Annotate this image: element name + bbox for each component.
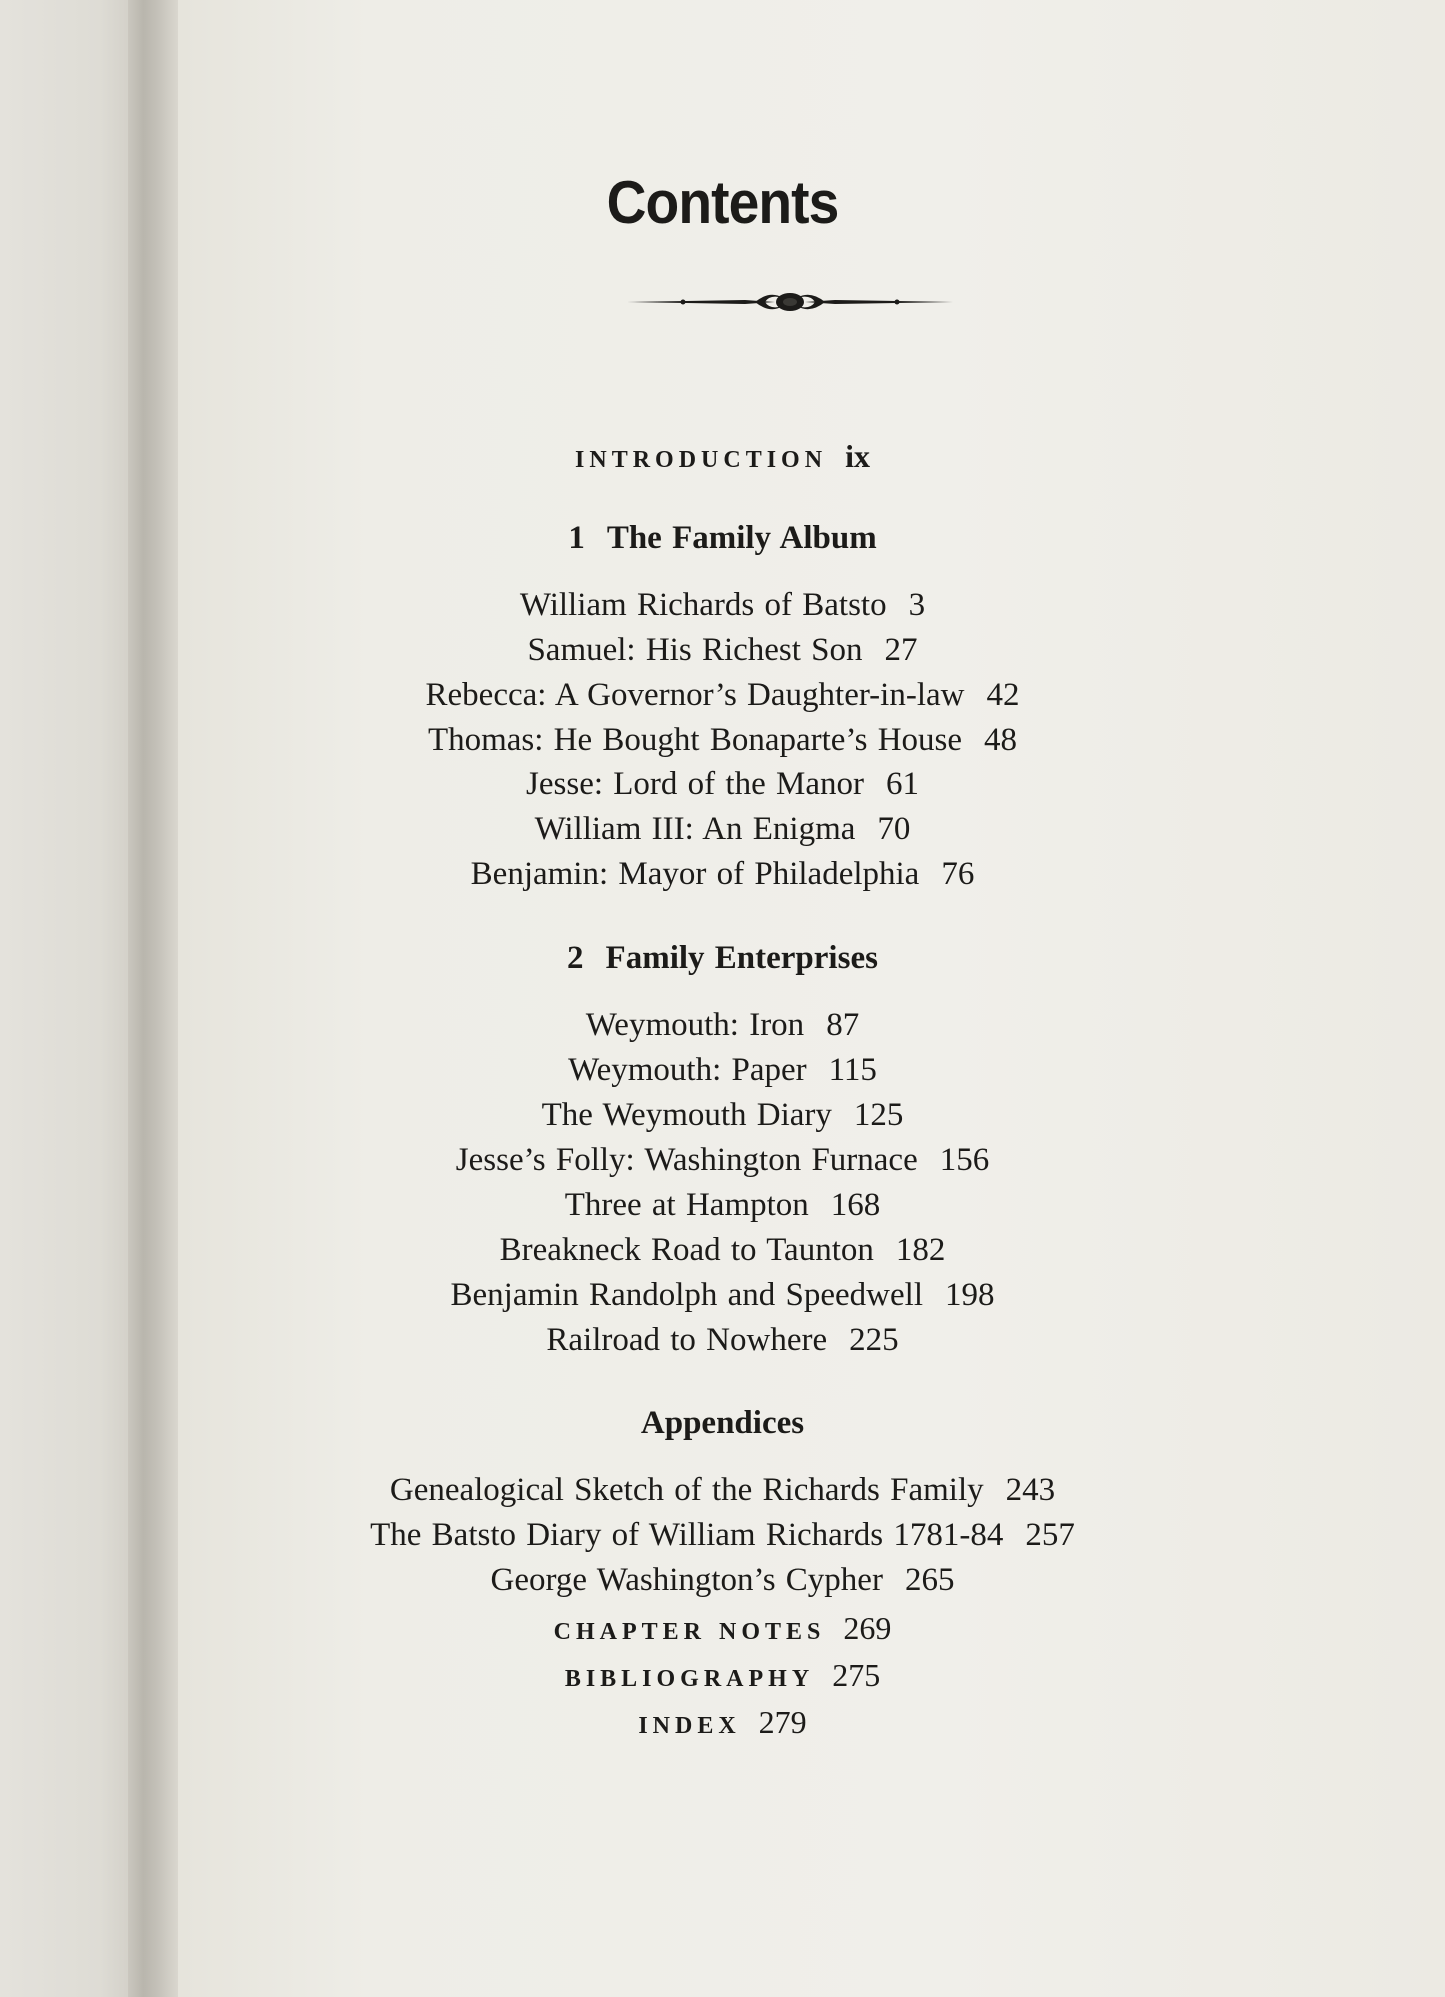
entry-title: Genealogical Sketch of the Richards Family <box>389 1472 984 1508</box>
page-number: 125 <box>853 1097 904 1133</box>
entry-title: Railroad to Nowhere <box>546 1322 828 1358</box>
part-number: 2 <box>567 940 584 976</box>
part-title: The Family Album <box>606 520 877 556</box>
entry-title: The Weymouth Diary <box>541 1097 832 1133</box>
entry-title: BIBLIOGRAPHY <box>564 1666 815 1692</box>
page-number: 70 <box>877 811 911 847</box>
page-title: Contents <box>606 169 839 236</box>
entry-title: Jesse: Lord of the Manor <box>526 766 864 802</box>
entry-title: Jesse’s Folly: Washington Furnace <box>455 1142 918 1178</box>
appendices-heading: Appendices <box>640 1405 805 1441</box>
toc-entry[interactable] <box>0 1052 1445 1089</box>
page-number: 265 <box>904 1562 955 1598</box>
toc-entry[interactable] <box>0 1562 1445 1599</box>
entry-title: INTRODUCTION <box>575 447 828 473</box>
toc-entry[interactable] <box>0 811 1445 848</box>
page-number: ix <box>845 438 870 474</box>
page-number: 182 <box>895 1232 946 1268</box>
entry-title: William Richards of Batsto <box>519 587 887 623</box>
page-number: 61 <box>885 766 919 802</box>
page-number: 269 <box>843 1610 892 1646</box>
toc-bibliography[interactable] <box>0 1657 1445 1694</box>
page-number: 87 <box>826 1007 860 1043</box>
page-number: 257 <box>1025 1517 1075 1553</box>
entry-title: The Batsto Diary of William Richards 1781-84 <box>370 1517 1004 1553</box>
toc-entry[interactable] <box>0 1097 1445 1134</box>
entry-title: Weymouth: Iron <box>585 1007 805 1043</box>
page-number: 243 <box>1005 1472 1056 1508</box>
toc-entry[interactable] <box>0 856 1445 893</box>
toc-entry[interactable] <box>0 587 1445 624</box>
entry-title: Samuel: His Richest Son <box>527 632 863 668</box>
entry-title: Benjamin: Mayor of Philadelphia <box>470 856 920 892</box>
page-number: 27 <box>884 632 918 668</box>
toc-entry[interactable] <box>0 1517 1445 1554</box>
part-title: Family Enterprises <box>605 940 878 976</box>
entry-title: William III: An Enigma <box>534 811 856 847</box>
toc-entry[interactable] <box>0 677 1445 714</box>
entry-title: Weymouth: Paper <box>568 1052 807 1088</box>
toc-index[interactable] <box>0 1704 1445 1741</box>
entry-title: George Washington’s Cypher <box>490 1562 883 1598</box>
entry-title: Breakneck Road to Taunton <box>499 1232 874 1268</box>
page-number: 3 <box>908 587 926 623</box>
page-number: 156 <box>939 1142 990 1178</box>
toc-entry[interactable] <box>0 722 1445 759</box>
page-number: 225 <box>849 1322 899 1358</box>
page-number: 279 <box>758 1704 807 1740</box>
toc-entry[interactable] <box>0 1007 1445 1044</box>
toc-entry[interactable] <box>0 632 1445 669</box>
toc-entry[interactable] <box>0 1322 1445 1359</box>
toc-entry[interactable] <box>0 1277 1445 1314</box>
entry-title: Thomas: He Bought Bonaparte’s House <box>427 722 963 758</box>
page-number: 115 <box>828 1052 877 1088</box>
toc-entry[interactable] <box>0 1232 1445 1269</box>
toc-entry[interactable] <box>0 1142 1445 1179</box>
page-number: 275 <box>832 1657 881 1693</box>
part-heading <box>0 520 1445 557</box>
entry-title: INDEX <box>638 1713 741 1739</box>
toc-entry[interactable] <box>0 766 1445 803</box>
page-number: 42 <box>986 677 1020 713</box>
part-heading <box>0 940 1445 977</box>
part-number: 1 <box>568 520 585 556</box>
page-number: 168 <box>830 1187 881 1223</box>
page-number: 198 <box>945 1277 995 1313</box>
toc-introduction[interactable] <box>0 438 1445 475</box>
page-number: 76 <box>941 856 975 892</box>
entry-title: CHAPTER NOTES <box>553 1619 826 1645</box>
page-number: 48 <box>984 722 1018 758</box>
toc-entry[interactable] <box>0 1472 1445 1509</box>
toc-chapter-notes[interactable] <box>0 1610 1445 1647</box>
entry-title: Benjamin Randolph and Speedwell <box>450 1277 923 1313</box>
entry-title: Rebecca: A Governor’s Daughter-in-law <box>425 677 965 713</box>
entry-title: Three at Hampton <box>564 1187 809 1223</box>
toc-entry[interactable] <box>0 1187 1445 1224</box>
